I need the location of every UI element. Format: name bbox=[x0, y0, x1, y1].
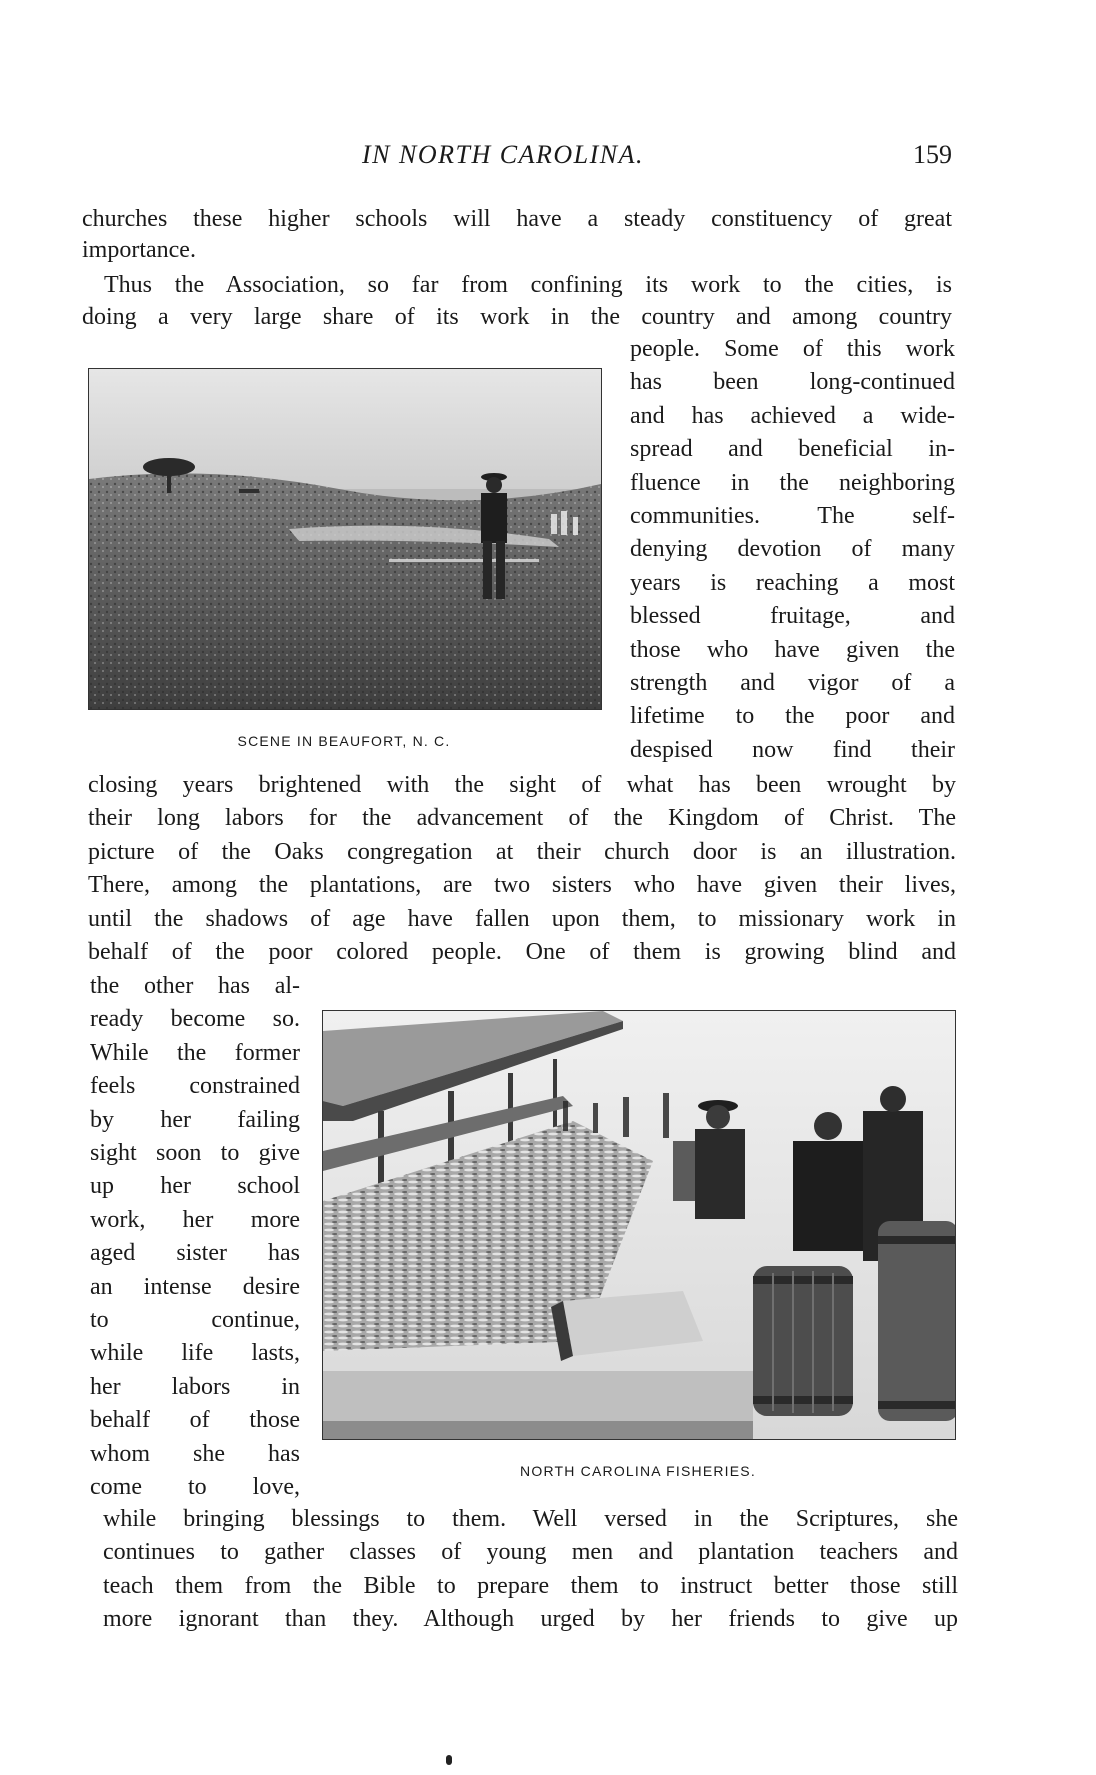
text-line: up her school bbox=[90, 1173, 300, 1199]
text-line: people. Some of this work bbox=[630, 336, 955, 362]
text-line: while bringing blessings to them. Well versed in the Scriptures, she bbox=[103, 1506, 958, 1532]
fish-barrel-right bbox=[878, 1221, 955, 1421]
text-line: While the former bbox=[90, 1040, 300, 1066]
text-line: teach them from the Bible to prepare them to instruct better those still bbox=[103, 1573, 958, 1599]
text-line: lifetime to the poor and bbox=[630, 703, 955, 729]
beaufort-photo bbox=[88, 368, 602, 710]
text-line: picture of the Oaks congregation at their church door is an illustration. bbox=[88, 839, 956, 865]
text-line: strength and vigor of a bbox=[630, 670, 955, 696]
text-line: communities. The self- bbox=[630, 503, 955, 529]
text-line: until the shadows of age have fallen upon them, to missionary work in bbox=[88, 906, 956, 932]
page-number: 159 bbox=[913, 140, 952, 169]
running-head bbox=[82, 140, 952, 176]
fisheries-photo-illustration bbox=[323, 1011, 955, 1439]
running-title: IN NORTH CAROLINA. bbox=[362, 140, 644, 169]
text-line: work, her more bbox=[90, 1207, 300, 1233]
beaufort-caption: SCENE IN BEAUFORT, N. C. bbox=[237, 733, 451, 749]
text-line: denying devotion of many bbox=[630, 536, 955, 562]
text-line: Thus the Association, so far from confining its work to the cities, is bbox=[104, 272, 952, 298]
text-line: spread and beneficial in- bbox=[630, 436, 955, 462]
text-line: to continue, bbox=[90, 1307, 300, 1333]
text-line: aged sister has bbox=[90, 1240, 300, 1266]
text-line: those who have given the bbox=[630, 637, 955, 663]
fish-barrel bbox=[753, 1266, 853, 1416]
text-line: her labors in bbox=[90, 1374, 300, 1400]
text-line: years is reaching a most bbox=[630, 570, 955, 596]
text-line: importance. bbox=[82, 237, 196, 263]
text-line: doing a very large share of its work in the country and among country bbox=[82, 304, 952, 330]
beaufort-photo-illustration bbox=[89, 369, 601, 709]
text-line: an intense desire bbox=[90, 1274, 300, 1300]
text-line: blessed fruitage, and bbox=[630, 603, 955, 629]
text-line: despised now find their bbox=[630, 737, 955, 763]
text-line: come to love, bbox=[90, 1474, 300, 1500]
text-line: There, among the plantations, are two sisters who have given their lives, bbox=[88, 872, 956, 898]
text-line: more ignorant than they. Although urged by her friends to give up bbox=[103, 1606, 958, 1632]
fisheries-photo bbox=[322, 1010, 956, 1440]
text-line: by her failing bbox=[90, 1107, 300, 1133]
text-line: behalf of those bbox=[90, 1407, 300, 1433]
text-line: while life lasts, bbox=[90, 1340, 300, 1366]
text-line: closing years brightened with the sight of what has been wrought by bbox=[88, 772, 956, 798]
text-line: ready become so. bbox=[90, 1006, 300, 1032]
text-line: sight soon to give bbox=[90, 1140, 300, 1166]
text-line: has been long-continued bbox=[630, 369, 955, 395]
text-line: churches these higher schools will have a steady constituency of great bbox=[82, 206, 952, 232]
page-bottom-mark bbox=[446, 1755, 452, 1765]
text-line: behalf of the poor colored people. One of them is growing blind and bbox=[88, 939, 956, 965]
text-line: continues to gather classes of young men and plantation teachers and bbox=[103, 1539, 958, 1565]
fisheries-caption: NORTH CAROLINA FISHERIES. bbox=[520, 1463, 756, 1479]
text-line: and has achieved a wide- bbox=[630, 403, 955, 429]
text-line: the other has al- bbox=[90, 973, 300, 999]
text-line: whom she has bbox=[90, 1441, 300, 1467]
text-line: their long labors for the advancement of the Kingdom of Christ. The bbox=[88, 805, 956, 831]
text-line: feels constrained bbox=[90, 1073, 300, 1099]
text-line: fluence in the neighboring bbox=[630, 470, 955, 496]
